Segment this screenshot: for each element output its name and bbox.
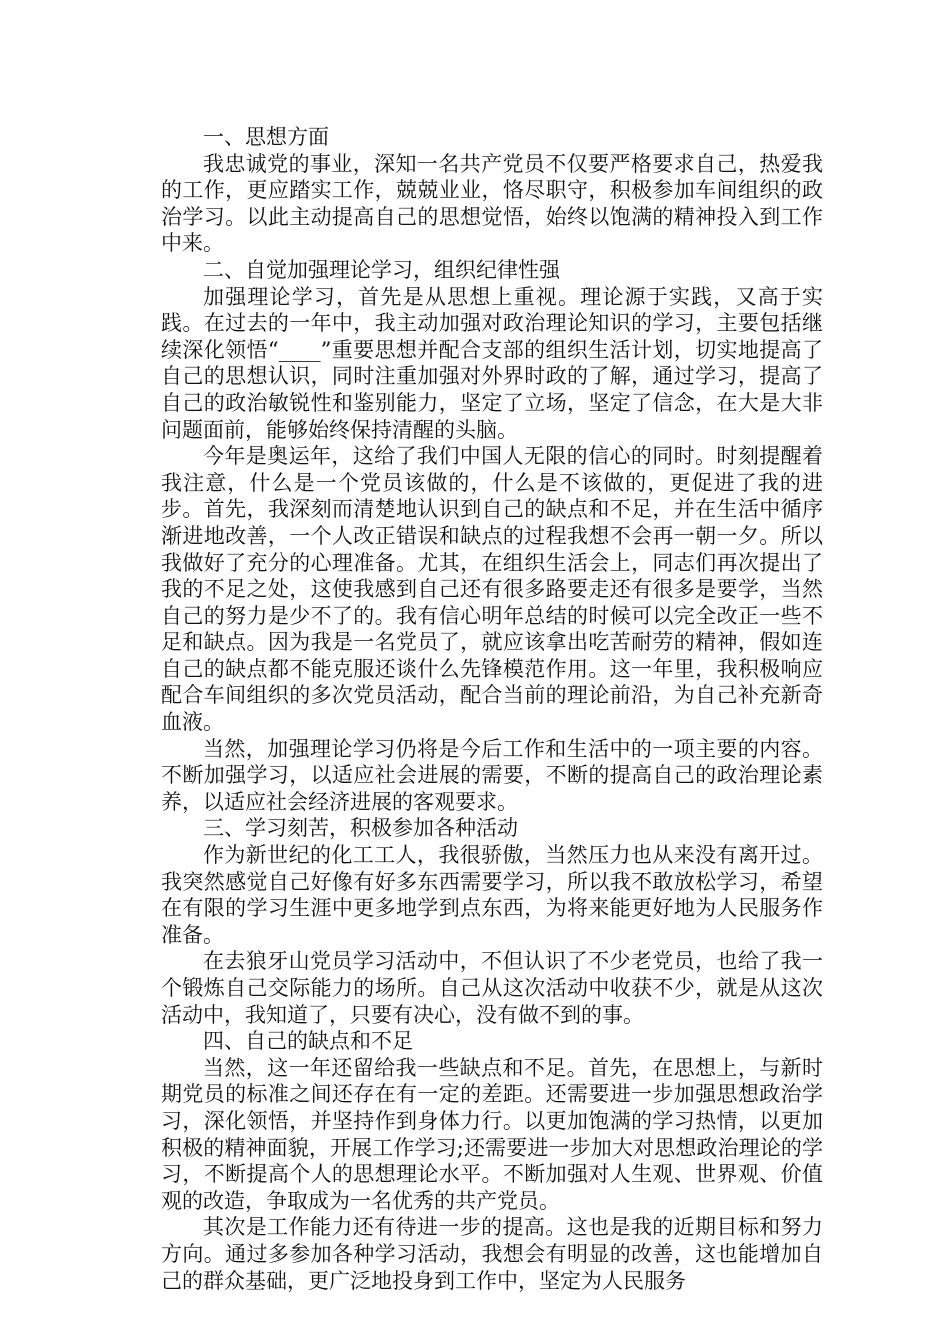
paragraph-7: 当然，这一年还留给我一些缺点和不足。首先，在思想上，与新时期党员的标准之间还存在有一定的差距。还需要进一步加强思想政治学习，深化领悟，并坚持作到身体力行。以更加饱满的学习热情，以更加积极的精神面貌，开展工作学习;还需要进一步加大对思想政治理论的学习，不断提高个人的思想理论水平。不断加强对人生观、世界观、价值观的改造，争取成为一名优秀的共产党员。 xyxy=(161,1055,823,1213)
paragraph-5: 作为新世纪的化工工人，我很骄傲，当然压力也从来没有离开过。我突然感觉自己好像有好多东西需要学习，所以我不敢放松学习，希望在有限的学习生涯中更多地学到点东西，为将来能更好地为人民服务作准备。 xyxy=(161,843,823,947)
paragraph-2: 加强理论学习，首先是从思想上重视。理论源于实践，又高于实践。在过去的一年中，我主动加强对政治理论知识的学习，主要包括继续深化领悟“____”重要思想并配合支部的组织生活计划，切实地提高了自己的思想认识，同时注重加强对外界时政的了解，通过学习，提高了自己的政治敏锐性和鉴别能力，坚定了立场，坚定了信念，在大是大非问题面前，能够始终保持清醒的头脑。 xyxy=(161,284,823,442)
paragraph-6: 在去狼牙山党员学习活动中，不但认识了不少老党员，也给了我一个锻炼自己交际能力的场所。自己从这次活动中收获不少，就是从这次活动中，我知道了，只要有决心，没有做不到的事。 xyxy=(161,949,823,1027)
section-heading-4: 四、自己的缺点和不足 xyxy=(203,1029,413,1054)
section-heading-2: 二、自觉加强理论学习，组织纪律性强 xyxy=(203,257,560,282)
paragraph-8: 其次是工作能力还有待进一步的提高。这也是我的近期目标和努力方向。通过多参加各种学习活动，我想会有明显的改善，这也能增加自己的群众基础，更广泛地投身到工作中，坚定为人民服务 xyxy=(161,1215,823,1293)
document-body xyxy=(161,124,823,1294)
paragraph-4: 当然，加强理论学习仍将是今后工作和生活中的一项主要的内容。不断加强学习，以适应社会进展的需要，不断的提高自己的政治理论素养，以适应社会经济进展的客观要求。 xyxy=(161,736,823,814)
section-heading-3: 三、学习刻苦，积极参加各种活动 xyxy=(203,816,518,841)
paragraph-3: 今年是奥运年，这给了我们中国人无限的信心的同时。时刻提醒着我注意，什么是一个党员该做的，什么是不该做的，更促进了我的进步。首先，我深刻而清楚地认识到自己的缺点和不足，并在生活中循序渐进地改善，一个人改正错误和缺点的过程我想不会再一朝一夕。所以我做好了充分的心理准备。尤其，在组织生活会上，同志们再次提出了我的不足之处，这使我感到自己还有很多路要走还有很多是要学，当然自己的努力是少不了的。我有信心明年总结的时候可以完全改正一些不足和缺点。因为我是一名党员了，就应该拿出吃苦耐劳的精神，假如连自己的缺点都不能克服还谈什么先锋模范作用。这一年里，我积极响应配合车间组织的多次党员活动，配合当前的理论前沿，为自己补充新奇血液。 xyxy=(161,444,823,735)
section-heading-1: 一、思想方面 xyxy=(203,125,329,149)
paragraph-1: 我忠诚党的事业，深知一名共产党员不仅要严格要求自己，热爱我的工作，更应踏实工作，兢兢业业，恪尽职守，积极参加车间组织的政治学习。以此主动提高自己的思想觉悟，始终以饱满的精神投入到工作中来。 xyxy=(161,151,823,256)
